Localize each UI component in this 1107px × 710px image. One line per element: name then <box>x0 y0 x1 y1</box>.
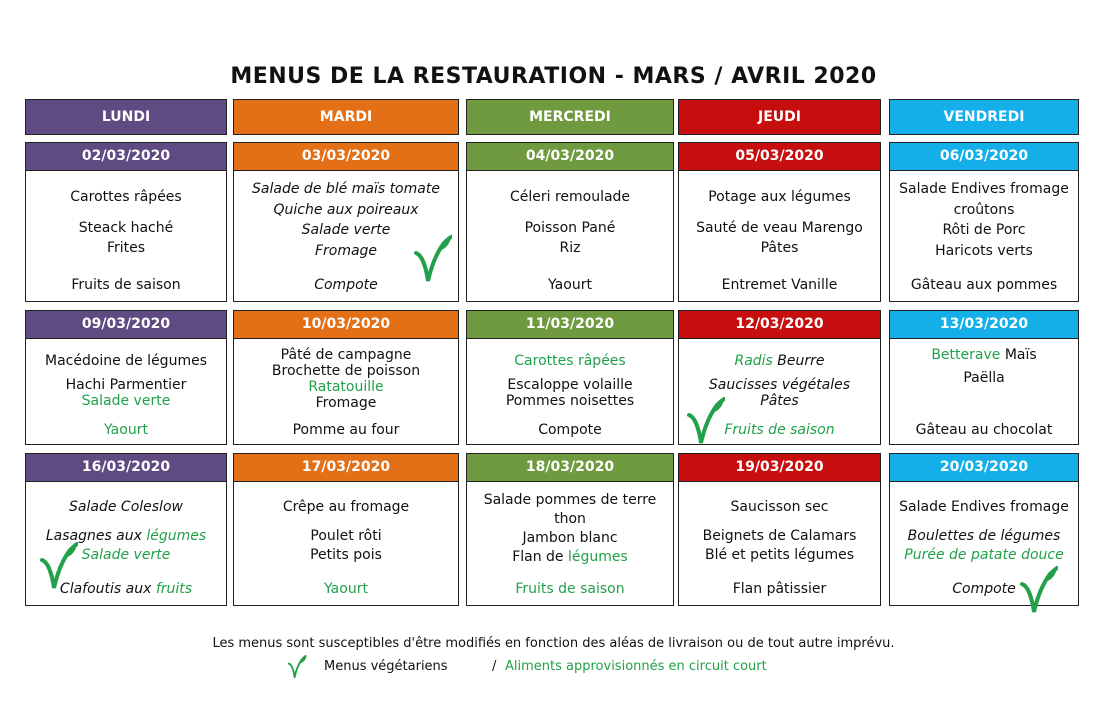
menu-item-text: Betterave <box>931 347 1001 363</box>
date-header: 16/03/2020 <box>25 453 227 482</box>
menu-item-text: fruits <box>155 581 193 597</box>
date-header: 20/03/2020 <box>889 453 1079 482</box>
menu-item-text: thon <box>554 511 586 527</box>
menu-item <box>679 352 880 370</box>
menu-item <box>234 546 458 564</box>
menu-item-text: Radis <box>734 353 773 369</box>
date-header: 13/03/2020 <box>889 310 1079 339</box>
menu-cell-vendredi <box>889 170 1079 302</box>
menu-item-text: Frites <box>106 240 146 256</box>
date-header: 11/03/2020 <box>466 310 674 339</box>
disclaimer-note: Les menus sont susceptibles d'être modifiés en fonction des aléas de livraison ou de tout autre imprévu. <box>212 636 895 651</box>
vegetarian-check-leaf-icon <box>40 542 78 592</box>
menu-item-text: Pâtes <box>760 240 799 256</box>
menu-item <box>26 498 226 516</box>
menu-item-text: Hachi Parmentier <box>65 377 187 393</box>
menu-item <box>679 580 880 598</box>
menu-item <box>679 219 880 237</box>
menu-cell-jeudi <box>678 338 881 445</box>
date-header: 09/03/2020 <box>25 310 227 339</box>
menu-item <box>26 188 226 206</box>
menu-cell-mercredi <box>466 338 674 445</box>
menu-item-text: légumes <box>567 549 628 565</box>
menu-cell-mercredi <box>466 481 674 606</box>
menu-item <box>890 498 1078 516</box>
date-header: 19/03/2020 <box>678 453 881 482</box>
menu-item-text: Fruits de saison <box>71 277 181 293</box>
menu-item-text: Brochette de poisson <box>271 363 421 379</box>
menu-item <box>890 221 1078 239</box>
menu-item <box>890 242 1078 260</box>
menu-item-text: Sauté de veau Marengo <box>696 220 863 236</box>
menu-item-text: Salade Coleslow <box>69 499 183 515</box>
menu-item <box>234 421 458 439</box>
menu-item-text: Salade verte <box>81 393 171 409</box>
menu-item <box>679 546 880 564</box>
menu-item <box>234 498 458 516</box>
menu-item-text: Pâtes <box>760 393 799 409</box>
menu-item <box>679 276 880 294</box>
menu-item-text: Salade verte <box>301 222 391 238</box>
menu-item <box>467 510 673 528</box>
menu-item-text: Boulettes de légumes <box>907 528 1061 544</box>
menu-item-text: Yaourt <box>104 422 148 438</box>
menu-item <box>679 239 880 257</box>
menu-item <box>467 352 673 370</box>
menu-item-text: Escaloppe volaille <box>507 377 633 393</box>
date-header: 02/03/2020 <box>25 142 227 171</box>
menu-item-text: Blé et petits légumes <box>704 547 855 563</box>
menu-item-text: Flan pâtissier <box>732 581 827 597</box>
menu-cell-jeudi <box>678 481 881 606</box>
legend-vegetarian-icon <box>284 655 310 683</box>
menu-item-text: Fromage <box>315 395 377 411</box>
menu-cell-vendredi <box>889 338 1079 445</box>
menu-item-text: Maïs <box>1000 347 1037 363</box>
menu-item-text: Fromage <box>314 243 378 259</box>
day-header-lundi: LUNDI <box>25 99 227 135</box>
menu-item-text: Jambon blanc <box>522 530 618 546</box>
page-title: MENUS DE LA RESTAURATION - MARS / AVRIL 2020 <box>230 64 877 89</box>
menu-item-text: Salade Endives fromage <box>899 499 1069 515</box>
menu-item-text: Steack haché <box>78 220 174 236</box>
menu-item <box>234 527 458 545</box>
menu-item <box>679 498 880 516</box>
menu-item-text: Beurre <box>772 353 825 369</box>
menu-item-text: Petits pois <box>310 547 382 563</box>
legend-local-label: Aliments approvisionnés en circuit court <box>505 659 767 674</box>
menu-item-text: Salade pommes de terre <box>483 492 657 508</box>
date-header: 12/03/2020 <box>678 310 881 339</box>
menu-item <box>467 276 673 294</box>
menu-item-text: Gâteau au chocolat <box>915 422 1053 438</box>
menu-cell-vendredi <box>889 481 1079 606</box>
menu-item-text: Yaourt <box>324 581 368 597</box>
menu-item-text: légumes <box>146 528 207 544</box>
vegetarian-check-leaf-icon <box>1020 566 1058 616</box>
menu-item <box>467 239 673 257</box>
menu-item <box>26 392 226 410</box>
menu-item-text: Carottes râpées <box>514 353 626 369</box>
menu-item-text: Gâteau aux pommes <box>910 277 1058 293</box>
menu-cell-lundi <box>25 170 227 302</box>
date-header: 18/03/2020 <box>466 453 674 482</box>
menu-item-text: Compote <box>952 581 1016 597</box>
menu-item-text: Beignets de Calamars <box>702 528 857 544</box>
legend-vegetarian-label: Menus végétariens <box>324 659 448 674</box>
menu-item-text: Paëlla <box>963 370 1005 386</box>
menu-item <box>234 180 458 198</box>
menu-item-text: Macédoine de légumes <box>44 353 207 369</box>
menu-item-text: Crêpe au fromage <box>282 499 410 515</box>
date-header: 10/03/2020 <box>233 310 459 339</box>
day-header-mercredi: MERCREDI <box>466 99 674 135</box>
menu-item <box>26 239 226 257</box>
menu-item <box>234 580 458 598</box>
menu-item-text: Yaourt <box>548 277 592 293</box>
menu-item <box>26 352 226 370</box>
menu-cell-mardi <box>233 481 459 606</box>
menu-item-text: Potage aux légumes <box>708 189 851 205</box>
vegetarian-check-leaf-icon <box>687 397 725 447</box>
menu-item <box>467 421 673 439</box>
day-header-mardi: MARDI <box>233 99 459 135</box>
menu-item-text: Poisson Pané <box>524 220 616 236</box>
menu-item-text: Clafoutis aux <box>59 581 156 597</box>
day-header-vendredi: VENDREDI <box>889 99 1079 135</box>
menu-item <box>890 276 1078 294</box>
menu-item <box>890 546 1078 564</box>
menu-cell-lundi <box>25 481 227 606</box>
legend-separator: / <box>492 659 497 674</box>
menu-item <box>234 201 458 219</box>
menu-item-text: Rôti de Porc <box>942 222 1026 238</box>
menu-item <box>890 180 1078 198</box>
menu-item-text: Purée de patate douce <box>904 547 1064 563</box>
date-header: 04/03/2020 <box>466 142 674 171</box>
menu-cell-mardi <box>233 338 459 445</box>
menu-cell-lundi <box>25 338 227 445</box>
vegetarian-check-leaf-icon <box>414 235 452 285</box>
menu-item-text: Compote <box>538 422 602 438</box>
menu-item <box>679 527 880 545</box>
menu-item-text: Ratatouille <box>308 379 384 395</box>
menu-item-text: Entremet Vanille <box>721 277 838 293</box>
menu-item-text: Saucisses végétales <box>708 377 851 393</box>
day-header-jeudi: JEUDI <box>678 99 881 135</box>
menu-item-text: Carottes râpées <box>70 189 182 205</box>
date-header: 17/03/2020 <box>233 453 459 482</box>
menu-item-text: Flan de <box>512 549 568 565</box>
menu-item-text: Pommes noisettes <box>505 393 635 409</box>
menu-item <box>890 346 1078 364</box>
menu-item-text: Haricots verts <box>935 243 1033 259</box>
menu-item <box>467 529 673 547</box>
menu-item <box>26 276 226 294</box>
menu-cell-jeudi <box>678 170 881 302</box>
menu-item-text: Salade Endives fromage <box>899 181 1069 197</box>
menu-item <box>467 548 673 566</box>
menu-item-text: Riz <box>559 240 581 256</box>
menu-item-text: Salade verte <box>81 547 171 563</box>
menu-item <box>467 188 673 206</box>
menu-item <box>467 580 673 598</box>
menu-item <box>890 369 1078 387</box>
menu-item <box>467 219 673 237</box>
menu-item <box>26 219 226 237</box>
menu-item-text: Poulet rôti <box>310 528 382 544</box>
menu-item <box>890 421 1078 439</box>
menu-item-text: Salade de blé maïs tomate <box>252 181 440 197</box>
date-header: 06/03/2020 <box>889 142 1079 171</box>
menu-item-text: Fruits de saison <box>515 581 625 597</box>
menu-item-text: Pâté de campagne <box>280 347 412 363</box>
menu-item <box>467 392 673 410</box>
menu-item-text: Fruits de saison <box>724 422 835 438</box>
menu-item <box>467 491 673 509</box>
menu-item <box>679 188 880 206</box>
menu-item-text: Saucisson sec <box>730 499 829 515</box>
menu-item <box>26 421 226 439</box>
menu-item-text: Céleri remoulade <box>509 189 631 205</box>
menu-item <box>234 394 458 412</box>
menu-item-text: Quiche aux poireaux <box>273 202 419 218</box>
menu-item-text: Lasagnes aux <box>45 528 147 544</box>
menu-item-text: croûtons <box>953 202 1015 218</box>
menu-item-text: Pomme au four <box>292 422 400 438</box>
menu-item <box>890 527 1078 545</box>
date-header: 03/03/2020 <box>233 142 459 171</box>
menu-cell-mercredi <box>466 170 674 302</box>
menu-cell-mardi <box>233 170 459 302</box>
menu-item <box>890 201 1078 219</box>
date-header: 05/03/2020 <box>678 142 881 171</box>
menu-item-text: Compote <box>314 277 378 293</box>
